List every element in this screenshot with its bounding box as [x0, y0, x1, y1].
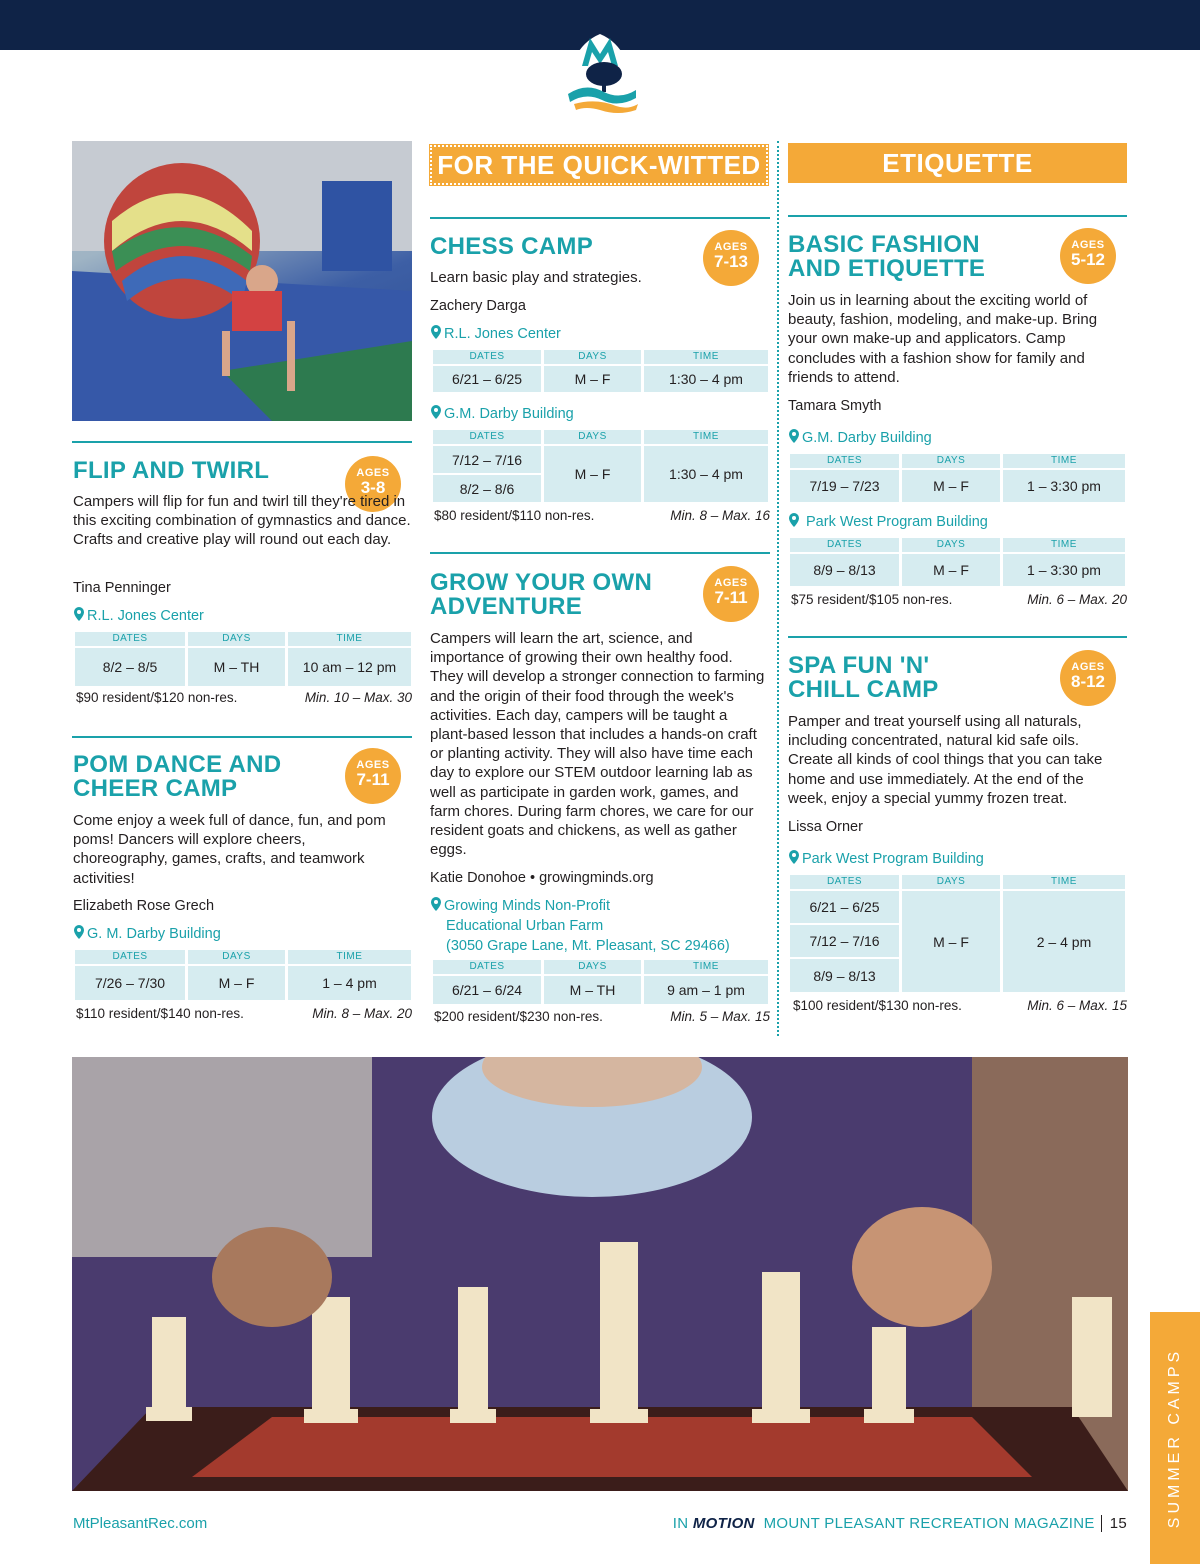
ages-badge: AGES 7-11 — [703, 566, 759, 622]
chess-photo — [72, 1057, 1128, 1491]
grow-price: $200 resident/$230 non-res. — [434, 1009, 603, 1024]
location-pin-icon — [788, 850, 800, 864]
flip-instructor: Tina Penninger — [73, 580, 171, 596]
location-pin-icon — [73, 607, 85, 621]
pom-schedule: DATES DAYS TIME 7/26 – 7/30 M – F 1 – 4 pm — [75, 950, 411, 1000]
spa-title: SPA FUN 'N' CHILL CAMP — [788, 652, 939, 703]
grow-minmax: Min. 5 – Max. 15 — [670, 1009, 770, 1024]
fashion-instructor: Tamara Smyth — [788, 398, 882, 414]
ages-badge: AGES 5-12 — [1060, 228, 1116, 284]
pom-title: POM DANCE AND CHEER CAMP — [73, 751, 282, 802]
chess-price: $80 resident/$110 non-res. — [434, 508, 595, 523]
grow-description: Campers will learn the art, science, and importance of growing their own healthy food. They will develop a stronger connection to farming and the origin of their food through the week's activities. Each day, campers will be taught a plant-based lesson that includes a hands-on craft or planting activity. They will also have time each day to explore our STEM outdoor learning lab as well as participate in garden work, games, and farm chores. During farm chores, we care for our resident goats and chickens, as well as gather eggs. — [430, 630, 765, 859]
section-rule — [72, 736, 412, 738]
spa-schedule: DATES DAYS TIME 6/21 – 6/25 7/12 – 7/16 8/9 – 8/13 M – F 2 – 4 pm — [790, 875, 1125, 992]
chess-instructor: Zachery Darga — [430, 298, 526, 314]
fashion-schedule-1: DATES DAYS TIME 7/19 – 7/23 M – F 1 – 3:30 pm — [790, 454, 1125, 502]
fashion-price: $75 resident/$105 non-res. — [791, 592, 953, 607]
grow-location: Growing Minds Non-Profit Educational Urban Farm (3050 Grape Lane, Mt. Pleasant, SC 29466) — [430, 896, 730, 956]
fashion-location-1: G.M. Darby Building — [788, 428, 932, 448]
pom-minmax: Min. 8 – Max. 20 — [312, 1006, 412, 1021]
location-pin-icon — [73, 925, 85, 939]
ages-badge: AGES 8-12 — [1060, 650, 1116, 706]
spa-instructor: Lissa Orner — [788, 819, 863, 835]
pom-description: Come enjoy a week full of dance, fun, and pom poms! Dancers will explore cheers, choreography, games, crafts, and teamwork activities! — [73, 812, 386, 887]
summer-camps-tab: SUMMER CAMPS — [1150, 1312, 1200, 1564]
spa-description: Pamper and treat yourself using all naturals, including concentrated, natural kid safe oils. Create all kinds of cool things that you can take home and use immediately. At the end of the week, enjoy a special yummy frozen treat. — [788, 713, 1103, 807]
column-divider — [777, 141, 779, 1036]
flip-location: R.L. Jones Center — [73, 606, 204, 626]
website-link[interactable]: MtPleasantRec.com — [73, 1515, 208, 1532]
chess-location-1: R.L. Jones Center — [430, 324, 561, 344]
flip-description: Campers will flip for fun and twirl till they're tired in this exciting combination of gymnastics and dance. Crafts and creative play will round out each day. — [73, 493, 411, 549]
location-pin-icon — [788, 513, 800, 527]
location-pin-icon — [430, 325, 442, 339]
grow-title: GROW YOUR OWN ADVENTURE — [430, 569, 653, 620]
pom-instructor: Elizabeth Rose Grech — [73, 898, 215, 914]
ages-badge: AGES 3-8 — [345, 456, 401, 512]
section-rule — [788, 215, 1127, 217]
spa-minmax: Min. 6 – Max. 15 — [1027, 998, 1127, 1013]
chess-schedule-2: DATES DAYS TIME 7/12 – 7/16 8/2 – 8/6 M – F 1:30 – 4 pm — [433, 430, 768, 502]
etiquette-banner: ETIQUETTE — [788, 143, 1127, 183]
chess-schedule-1: DATES DAYS TIME 6/21 – 6/25 M – F 1:30 – 4 pm — [433, 350, 768, 392]
fashion-schedule-2: DATES DAYS TIME 8/9 – 8/13 M – F 1 – 3:30 pm — [790, 538, 1125, 586]
fashion-description: Join us in learning about the exciting world of beauty, fashion, modeling, and make-up. Bring your own make-up and applicators. Camp concludes with a fashion show for family and friends to attend. — [788, 292, 1098, 386]
page-number: 15 — [1101, 1515, 1127, 1532]
quick-witted-banner: FOR THE QUICK-WITTED — [430, 145, 768, 185]
section-rule — [788, 636, 1127, 638]
flip-title: FLIP AND TWIRL — [73, 457, 270, 484]
mt-pleasant-logo — [556, 28, 644, 116]
location-pin-icon — [788, 429, 800, 443]
fashion-title: BASIC FASHION AND ETIQUETTE — [788, 231, 986, 282]
chess-title: CHESS CAMP — [430, 233, 594, 260]
section-rule — [72, 441, 412, 443]
pom-price: $110 resident/$140 non-res. — [76, 1006, 244, 1021]
flip-schedule: DATES DAYS TIME 8/2 – 8/5 M – TH 10 am – 12 pm — [75, 632, 411, 686]
location-pin-icon — [430, 897, 442, 911]
section-rule — [430, 217, 770, 219]
fashion-minmax: Min. 6 – Max. 20 — [1027, 592, 1127, 607]
grow-schedule: DATES DAYS TIME 6/21 – 6/24 M – TH 9 am – 1 pm — [433, 960, 768, 1004]
flip-price: $90 resident/$120 non-res. — [76, 690, 238, 705]
chess-minmax: Min. 8 – Max. 16 — [670, 508, 770, 523]
magazine-footer: IN MOTION MOUNT PLEASANT RECREATION MAGAZINE 15 — [672, 1515, 1127, 1532]
flip-minmax: Min. 10 – Max. 30 — [304, 690, 412, 705]
location-pin-icon — [430, 405, 442, 419]
spa-location: Park West Program Building — [788, 849, 984, 869]
grow-instructor: Katie Donohoe • growingminds.org — [430, 870, 654, 886]
fashion-location-2: Park West Program Building — [788, 512, 988, 532]
section-rule — [430, 552, 770, 554]
ages-badge: AGES 7-13 — [703, 230, 759, 286]
chess-location-2: G.M. Darby Building — [430, 404, 574, 424]
chess-description: Learn basic play and strategies. — [430, 269, 642, 286]
ages-badge: AGES 7-11 — [345, 748, 401, 804]
gymnastics-photo — [72, 141, 412, 421]
spa-price: $100 resident/$130 non-res. — [793, 998, 962, 1013]
pom-location: G. M. Darby Building — [73, 924, 221, 944]
